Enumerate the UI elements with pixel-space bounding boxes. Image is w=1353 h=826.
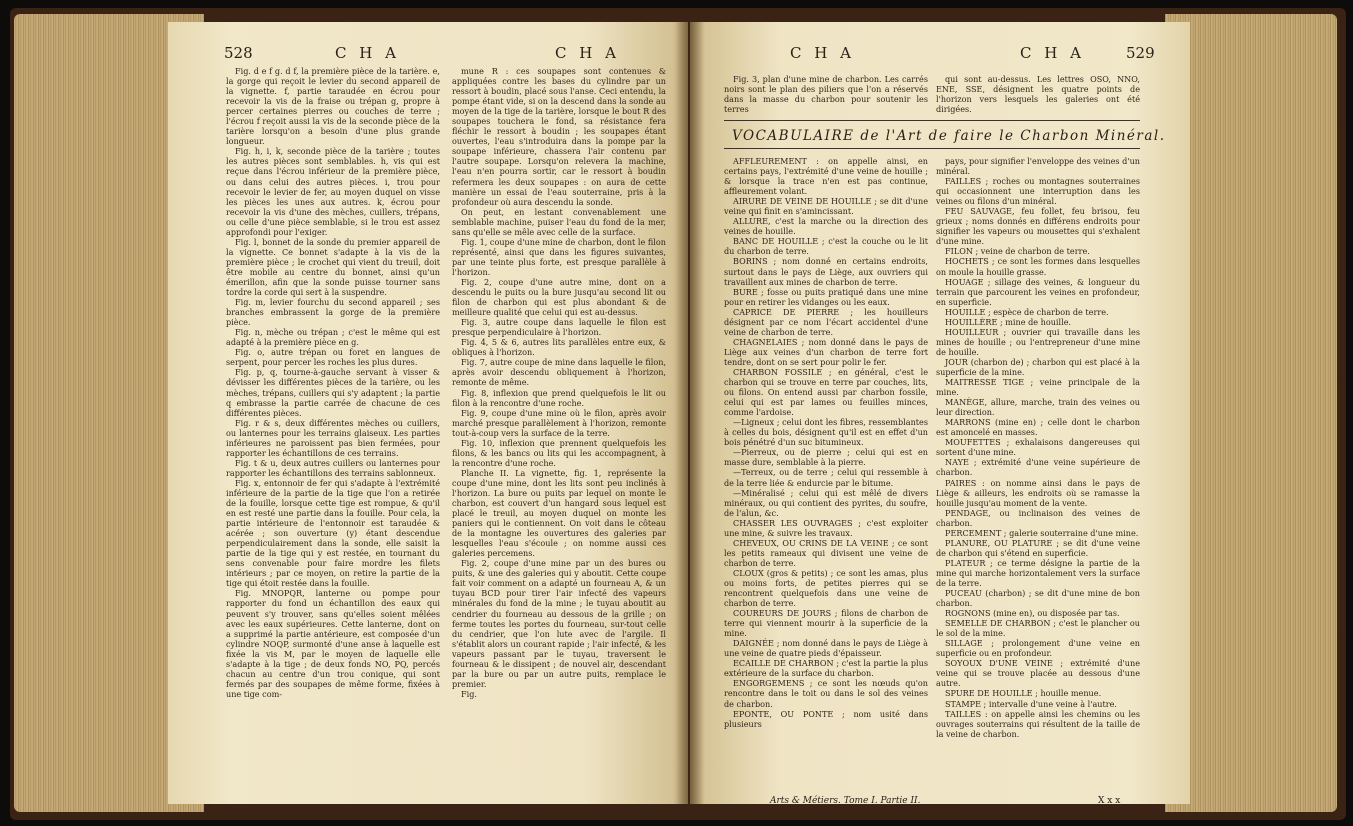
paragraph: Fig. l, bonnet de la sonde du premier appareil de la vignette. Ce bonnet s'adapte à la vis de la première pièce ; le crochet qui vient du treuil, doit être mobile au centre du bonnet, ainsi qu'un émerillon, afin que la sonde puisse tourner sans tordre la corde qui sert à la suspendre. <box>226 236 440 298</box>
right-page-number: 529 <box>1126 44 1155 62</box>
paragraph: Fig. 10, inflexion que prennent quelquefois les filons, & les bancs ou lits qui les accompagnent, à la rencontre d'une roche. <box>452 437 666 468</box>
paragraph: PLATEUR ; ce terme désigne la partie de la mine qui marche horizontalement vers la surface de la terre. <box>936 557 1140 588</box>
paragraph: CHEVEUX, OU CRINS DE LA VEINE ; ce sont les petits rameaux qui divisent une veine de charbon de terre. <box>724 537 928 568</box>
paragraph: CHARBON FOSSILE ; en général, c'est le charbon qui se trouve en terre par couches, lits, ou filons. On entend aussi par charbon fossile, celui qui est par lames ou feuilles minces, comme l'ardoise. <box>724 366 928 418</box>
right-head-column-1 <box>724 74 928 115</box>
paragraph: Fig. h, i, k, seconde pièce de la tarière ; toutes les autres pièces sont semblables. h, vis qui est reçue dans l'écrou inférieur de la première pièce, ou dans celui des autres pièces. i, trou pour recevoir le levier de fer, au moyen duquel on visse les pièces les unes aux autres. k, écrou pour recevoir la vis d'une des mèches, cuillers, trépans, ou celle d'une pièce semblable, si le trou est assez approfondi pour l'exiger. <box>226 146 440 237</box>
paragraph: HOCHETS ; ce sont les formes dans lesquelles on moule la houille grasse. <box>936 256 1140 277</box>
paragraph: Fig. o, autre trépan ou foret en langues de serpent, pour percer les roches les plus dures. <box>226 347 440 368</box>
paragraph: ALLURE, c'est la marche ou la direction des veines de houille. <box>724 216 928 237</box>
paragraph: Fig. 9, coupe d'une mine où le filon, après avoir marché presque parallèlement à l'horizon, remonte tout-à-coup vers la surface de la terre. <box>452 407 666 438</box>
paragraph: Fig. 1, coupe d'une mine de charbon, dont le filon représenté, ainsi que dans les figures suivantes, par une teinte plus forte, est presque parallèle à l'horizon. <box>452 236 666 277</box>
paragraph: EPONTE, OU PONTE ; nom usité dans plusieurs <box>724 708 928 729</box>
paragraph: MANÈGE, allure, marche, train des veines ou leur direction. <box>936 397 1140 418</box>
paragraph: CHASSER LES OUVRAGES ; c'est exploiter une mine, & suivre les travaux. <box>724 517 928 538</box>
paragraph: qui sont au-dessus. Les lettres OSO, NNO, ENE, SSE, désignent les quatre points de l'horizon vers lesquels les galeries ont été dirigées. <box>936 74 1140 115</box>
left-column-1 <box>226 66 440 804</box>
paragraph: Fig. d e f g. d f, la première pièce de la tarière. e, la gorge qui reçoit le levier du second appareil de la vignette. f, partie taraudée en écrou pour recevoir la vis de la fraise ou trépan g, propre à percer certaines pierres ou couches de terre ; l'écrou f reçoit aussi la vis de la seconde pièce de la tarière lorsqu'on a besoin d'une plus grande longueur. <box>226 66 440 147</box>
paragraph: BANC DE HOUILLE ; c'est la couche ou le lit du charbon de terre. <box>724 236 928 257</box>
paragraph: PERCEMENT ; galerie souterraine d'une mine. <box>945 527 1139 538</box>
paragraph: FAILLES ; roches ou montagnes souterraines qui occasionnent une interruption dans les veines ou filons d'un minéral. <box>936 176 1140 207</box>
paragraph: ECAILLE DE CHARBON ; c'est la partie la plus extérieure de la surface du charbon. <box>724 658 928 679</box>
paragraph: Fig. MNOPQR, lanterne ou pompe pour rapporter du fond un échantillon des eaux qui peuvent s'y trouver, sans qu'elles soient mêlées avec les eaux supérieures. Cette lanterne, dont on a supprimé la partie antérieure, est composée d'un cylindre NOQP, surmonté d'une anse à laquelle est fixée la vis M, par le moyen de laquelle elle s'adapte à la tige ; de deux fonds NO, PQ, percés chacun au centre d'un trou conique, qui sont fermés par des soupapes de même forme, fixées à une tige com- <box>226 588 440 699</box>
paragraph: SILLAGE ; prolongement d'une veine en superficie ou en profondeur. <box>936 638 1140 659</box>
paragraph: SEMELLE DE CHARBON ; c'est le plancher ou le sol de la mine. <box>936 618 1140 639</box>
paragraph: FILON ; veine de charbon de terre. <box>945 246 1090 257</box>
paragraph: Fig. t & u, deux autres cuillers ou lanternes pour rapporter les échantillons des terrains sablonneux. <box>226 457 440 478</box>
paragraph: Fig. r & s, deux différentes mèches ou cuillers, ou lanternes pour les terrains glaiseux. Les parties inférieures ne paroissent pas bien fermées, pour rapporter les échantillons de ces terrains. <box>226 417 440 458</box>
left-page-number: 528 <box>224 44 253 62</box>
paragraph: DAIGNÉE ; nom donné dans le pays de Liège à une veine de quatre pieds d'épaisseur. <box>724 638 928 659</box>
paragraph: HOUILLÈRE ; mine de houille. <box>945 316 1072 327</box>
paragraph: BURE ; fosse ou puits pratiqué dans une mine pour en retirer les vidanges ou les eaux. <box>724 286 928 307</box>
title-rule-bottom <box>724 148 1140 149</box>
paragraph: PUCEAU (charbon) ; se dit d'une mine de bon charbon. <box>936 588 1140 609</box>
paragraph: JOUR (charbon de) ; charbon qui est placé à la superficie de la mine. <box>936 356 1140 377</box>
paragraph: MARRONS (mine en) ; celle dont le charbon est amoncelé en masses. <box>936 417 1140 438</box>
paragraph: CLOUX (gros & petits) ; ce sont les amas, plus ou moins forts, de petites pierres qui se rencontrent quelquefois dans une veine de charbon de terre. <box>724 567 928 609</box>
paragraph: COUREURS DE JOURS ; filons de charbon de terre qui viennent mourir à la superficie de la mine. <box>724 608 928 639</box>
right-head-column-2 <box>936 74 1140 115</box>
catchword: X x x <box>1098 796 1121 806</box>
left-column-2 <box>452 66 666 804</box>
paragraph: —Pierreux, ou de pierre ; celui qui est en masse dure, semblable à la pierre. <box>724 447 928 468</box>
paragraph: Fig. p, q, tourne-à-gauche servant à visser & dévisser les différentes pièces de la tarière, ou les mèches, trépans, cuillers qui s'y adaptent ; la partie q embrasse la partie carrée de chacune de ces différentes pièces. <box>226 367 440 418</box>
paragraph: BORINS ; nom donné en certains endroits, surtout dans le pays de Liège, aux ouvriers qui travaillent aux mines de charbon de terre. <box>724 256 928 287</box>
paragraph: CHAGNELAIES ; nom donné dans le pays de Liège aux veines d'un charbon de terre fort tendre, dont on se sert pour polir le fer. <box>724 336 928 367</box>
paragraph: PLANURE, OU PLATURE ; se dit d'une veine de charbon qui s'étend en superficie. <box>936 537 1140 558</box>
paragraph: FEU SAUVAGE, feu follet, feu brisou, feu grieux ; noms donnés en différens endroits pour signifier les vapeurs ou mousettes qui s'exhalent d'une mine. <box>936 206 1140 247</box>
paragraph: TAILLES : on appelle ainsi les chemins ou les ouvrages souterrains qui résultent de la taille de la veine de charbon. <box>936 708 1140 739</box>
paragraph: Fig. 2, coupe d'une mine par un des bures ou puits, & une des galeries qui y aboutit. Cette coupe fait voir comment on a adapté un fourneau A, & un tuyau BCD pour tirer l'air infecté des vapeurs minérales du fond de la mine ; le tuyau aboutit au cendrier du fourneau au dessous de la grille ; on ferme toutes les portes du fourneau, sur-tout celle du cendrier, que l'on lute avec de l'argile. Il s'établit alors un courant rapide ; l'air infecté, & les vapeurs passant par le tuyau, traversent le fourneau & le dissipent ; de nouvel air, descendant par la bure ou par un autre puits, remplace le premier. <box>452 558 666 689</box>
title-rule-top <box>724 120 1140 121</box>
paragraph: ENGORGEMENS ; ce sont les nœuds qu'on rencontre dans le toit ou dans le sol des veines de charbon. <box>724 678 928 709</box>
right-running-head-2: C H A <box>1020 44 1085 62</box>
paragraph: —Minéralisé ; celui qui est mêlé de divers minéraux, ou qui contient des pyrites, du soufre, de l'alun, &c. <box>724 487 928 518</box>
right-page-edges <box>1165 14 1337 812</box>
paragraph: Fig. <box>461 688 477 699</box>
paragraph: pays, pour signifier l'enveloppe des veines d'un minéral. <box>936 156 1140 177</box>
paragraph: MOUFETTES ; exhalaisons dangereuses qui sortent d'une mine. <box>936 437 1140 458</box>
paragraph: Fig. 3, plan d'une mine de charbon. Les carrés noirs sont le plan des piliers que l'on a réservés dans la masse du charbon pour soutenir les terres <box>724 74 928 115</box>
paragraph: AFFLEUREMENT : on appelle ainsi, en certains pays, l'extrémité d'une veine de houille ; & lorsque la trace n'en est pas continue, affleurement volant. <box>724 156 928 197</box>
paragraph: Fig. x, entonnoir de fer qui s'adapte à l'extrémité inférieure de la partie de la tige que l'on a retirée de la fouille, lorsque cette tige est rompue, & qu'il en est resté une partie dans la fouille. Pour cela, la partie intérieure de l'entonnoir est taraudée & acérée ; son ouverture (y) étant descendue perpendiculairement dans la sonde, elle saisit la partie de la tige qui y est restée, en tournant du sens convenable pour faire mordre les filets intérieurs ; par ce moyen, on retire la partie de la tige qui étoit restée dans la fouille. <box>226 477 440 589</box>
paragraph: Fig. 8, inflexion que prend quelquefois le lit ou filon à la rencontre d'une roche. <box>452 387 666 408</box>
paragraph: mune R : ces soupapes sont contenues & appliquées contre les bases du cylindre par un ressort à boudin, placé sous l'anse. Ceci entendu, la pompe étant vide, si on la descend dans la sonde au moyen de la tige de la tarière, lorsque le bout R des soupapes touchera le fond, sa résistance fera fléchir le ressort à boudin ; les soupapes étant ouvertes, l'eau s'introduira dans la pompe par la soupape inférieure, chassera l'air contenu par l'autre soupape. Lorsqu'on relevera la machine, l'eau n'en pourra sortir, car le ressort à boudin refermera les deux soupapes : on aura de cette manière un essai de l'eau souterraine, pris à la profondeur où aura descendu la sonde. <box>452 66 666 207</box>
paragraph: HOUAGE ; sillage des veines, & longueur du terrain que parcourent les veines en profondeur, en superficie. <box>936 276 1140 307</box>
paragraph: PAIRES : on nomme ainsi dans le pays de Liège & ailleurs, les endroits où se ramasse la houille jusqu'au moment de la vente. <box>936 477 1140 508</box>
paragraph: Planche II. La vignette, fig. 1, représente la coupe d'une mine, dont les lits sont peu inclinés à l'horizon. La bure ou puits par lequel on monte le charbon, est couvert d'un hangard sous lequel est placé le treuil, au moyen duquel on monte les paniers qui le contiennent. On voit dans le côteau de la montagne les ouvertures des galeries par lesquelles l'eau s'écoule ; on nomme aussi ces galeries percemens. <box>452 467 666 559</box>
paragraph: ROGNONS (mine en), ou disposée par tas. <box>945 608 1120 619</box>
paragraph: STAMPE ; intervalle d'une veine à l'autre. <box>945 698 1117 709</box>
paragraph: Fig. n, mèche ou trépan ; c'est le même qui est adapté à la première pièce en g. <box>226 327 440 348</box>
paragraph: HOUILLE ; espèce de charbon de terre. <box>945 306 1109 317</box>
paragraph: —Terreux, ou de terre ; celui qui ressemble à de la terre liée & endurcie par le bitume. <box>724 467 928 488</box>
left-running-head-1: C H A <box>335 44 400 62</box>
paragraph: Fig. 4, 5 & 6, autres lits parallèles entre eux, & obliques à l'horizon. <box>452 337 666 358</box>
paragraph: On peut, en lestant convenablement une semblable machine, puiser l'eau du fond de la mer, sans qu'elle se mêle avec celle de la surface. <box>452 206 666 237</box>
paragraph: NAYE ; extrémité d'une veine supérieure de charbon. <box>936 457 1140 478</box>
vocabulary-title: VOCABULAIRE de l'Art de faire le Charbon Minéral. <box>732 128 1166 144</box>
paragraph: Fig. m, levier fourchu du second appareil ; ses branches embrassent la gorge de la première pièce. <box>226 297 440 328</box>
paragraph: AIRURE DE VEINE DE HOUILLE ; se dit d'une veine qui finit en s'amincissant. <box>724 196 928 217</box>
book-gutter <box>676 22 704 804</box>
right-running-head-1: C H A <box>790 44 855 62</box>
paragraph: SOYOUX D'UNE VEINE ; extrémité d'une veine qui se trouve placée au dessous d'une autre. <box>936 658 1140 689</box>
signature-line: Arts & Métiers. Tome I. Partie II. <box>770 796 921 806</box>
paragraph: PENDAGE, ou inclinaison des veines de charbon. <box>936 507 1140 528</box>
right-column-2 <box>936 156 1140 792</box>
paragraph: —Ligneux ; celui dont les fibres, ressemblantes à celles du bois, désignent qu'il est en effet d'un bois pénétré d'un suc bitumineux. <box>724 417 928 448</box>
paragraph: SPURE DE HOUILLE ; houille menue. <box>945 688 1102 699</box>
paragraph: HOUILLEUR ; ouvrier qui travaille dans les mines de houille ; ou l'entrepreneur d'une mine de houille. <box>936 326 1140 357</box>
paragraph: MAITRESSE TIGE ; veine principale de la mine. <box>936 377 1140 398</box>
paragraph: Fig. 7, autre coupe de mine dans laquelle le filon, après avoir descendu obliquement à l'horizon, remonte de même. <box>452 357 666 388</box>
paragraph: Fig. 3, autre coupe dans laquelle le filon est presque perpendiculaire à l'horizon. <box>452 317 666 338</box>
paragraph: CAPRICE DE PIERRE ; les houilleurs désignent par ce nom l'écart accidentel d'une veine de charbon de terre. <box>724 306 928 337</box>
right-column-1 <box>724 156 928 792</box>
left-running-head-2: C H A <box>555 44 620 62</box>
paragraph: Fig. 2, coupe d'une autre mine, dont on a descendu le puits ou la bure jusqu'au second lit ou filon de charbon qui est plus abondant & de meilleure qualité que celui qui est au-dessus. <box>452 276 666 318</box>
